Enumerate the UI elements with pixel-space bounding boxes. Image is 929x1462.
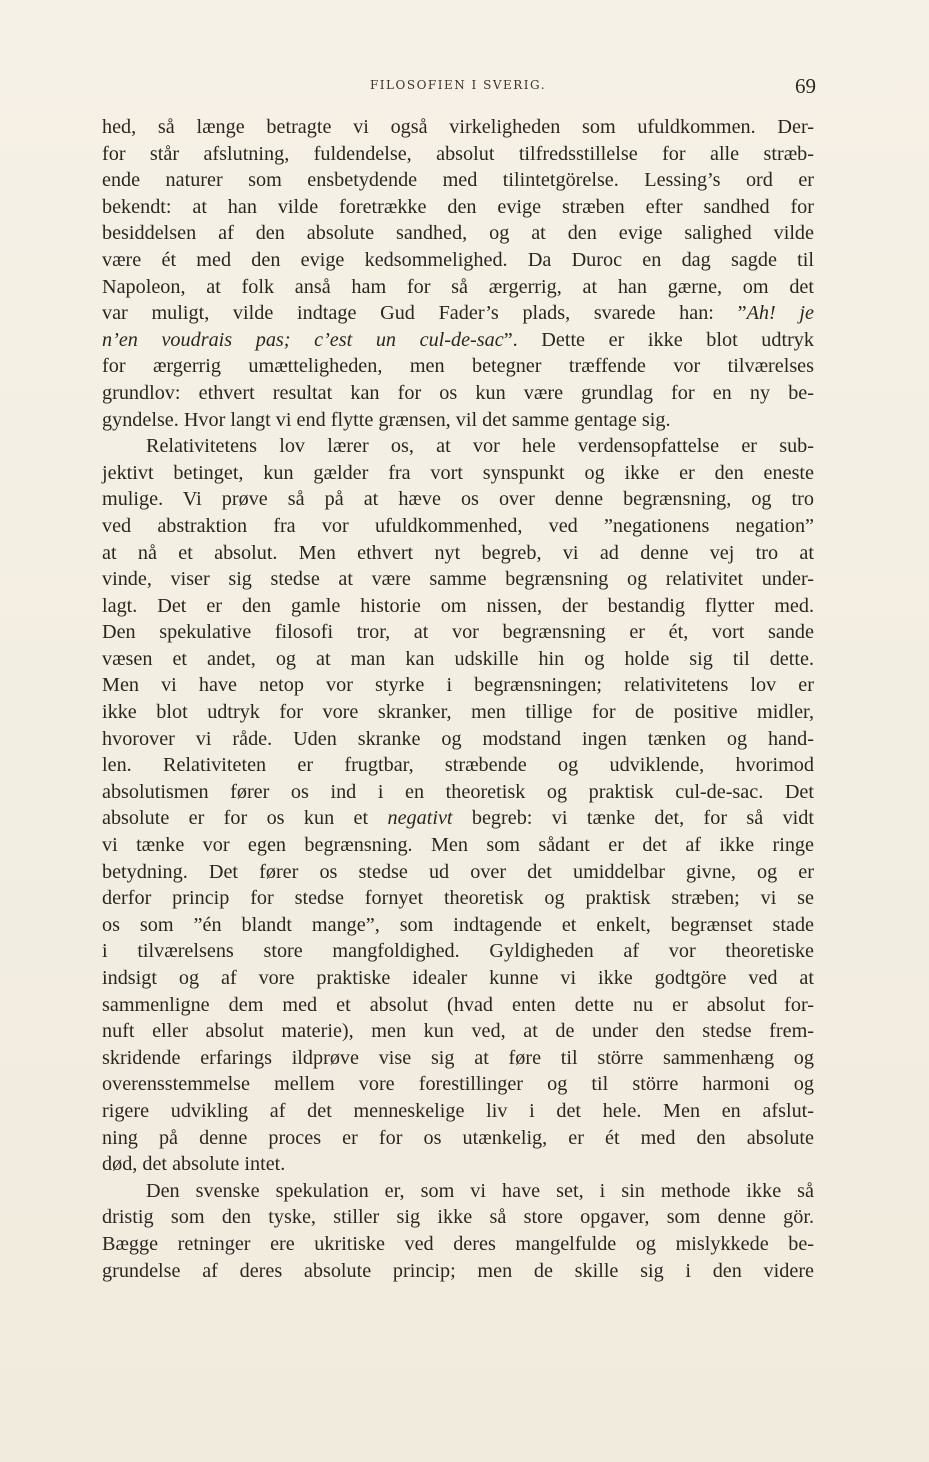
text-line: at nå et absolut. Men ethvert nyt begreb, vi ad denne vej tro at (102, 541, 814, 564)
text-line: Bægge retninger ere ukritiske ved deres mangelfulde og mislykkede be- (102, 1232, 814, 1255)
text-line: derfor princip for stedse fornyet theoretisk og praktisk stræben; vi se (102, 887, 814, 910)
text-line (102, 805, 814, 832)
text-segment: absolute er for os kun et (102, 807, 388, 830)
text-line: vinde, viser sig stedse at være samme begrænsning og relativitet under- (102, 568, 814, 591)
text-line: grundlov: ethvert resultat kan for os kun være grundlag for en ny be- (102, 381, 814, 404)
running-head: FILOSOFIEN I SVERIG. (369, 78, 547, 92)
text-line: betydning. Det fører os stedse ud over det umiddelbar givne, og er (102, 860, 814, 883)
text-line: overensstemmelse mellem vore forestillinger og til större harmoni og (102, 1073, 814, 1096)
text-line: jektivt betinget, kun gælder fra vort synspunkt og ikke er den eneste (102, 461, 814, 484)
text-line (102, 327, 814, 354)
text-line: ning på denne proces er for os utænkelig, er ét med den absolute (102, 1126, 814, 1149)
italic-text-segment: Ah! je (746, 302, 814, 325)
text-line: besiddelsen af den absolute sandhed, og at den evige salighed vilde (102, 222, 814, 245)
text-line: indsigt og af vore praktiske idealer kunne vi ikke godtgöre ved at (102, 967, 814, 989)
text-line: mulige. Vi prøve så på at hæve os over denne begrænsning, og tro (102, 488, 814, 511)
italic-text-segment: negativt (387, 807, 453, 830)
body-text (102, 114, 814, 1284)
text-line: være ét med den evige kedsommelighed. Da Duroc en dag sagde til (102, 248, 814, 271)
text-line: rigere udvikling af det menneskelige liv i det hele. Men en afslut- (102, 1099, 814, 1122)
italic-text-segment: n’en voudrais pas; c’est un cul-de-sac (102, 328, 504, 351)
text-line: dristig som den tyske, stiller sig ikke så store opgaver, som denne gör. (102, 1206, 814, 1229)
text-line: len. Relativiteten er frugtbar, stræbende og udviklende, hvorimod (102, 754, 814, 777)
text-line: Men vi have netop vor styrke i begrænsningen; relativitetens lov er (102, 674, 814, 697)
text-line: Den svenske spekulation er, som vi have set, i sin methode ikke så (146, 1179, 814, 1202)
text-line: død, det absolute intet. (102, 1153, 286, 1176)
text-line: Relativitetens lov lærer os, at vor hele verdensopfattelse er sub- (146, 435, 814, 458)
text-line: grundelse af deres absolute princip; men de skille sig i den videre (102, 1259, 814, 1282)
text-line (102, 300, 814, 327)
text-line: væsen et andet, og at man kan udskille hin og holde sig til dette. (102, 647, 814, 670)
text-line: for ærgerrig umætteligheden, men betegner træffende vor tilværelses (102, 355, 814, 378)
text-line: os som ”én blandt mange”, som indtagende et enkelt, begrænset stade (102, 913, 814, 936)
text-segment: begreb: vi tænke det, for så vidt (452, 807, 814, 830)
text-line: skridende erfarings ildprøve vise sig at føre til större sammenhæng og (102, 1046, 814, 1069)
text-line: absolutismen fører os ind i en theoretisk og praktisk cul-de-sac. Det (102, 780, 814, 803)
text-segment: var muligt, vilde indtage Gud Fader’s plads, svarede han: ” (102, 302, 747, 325)
text-line: lagt. Det er den gamle historie om nissen, der bestandig flytter med. (102, 594, 814, 617)
page-number: 69 (795, 74, 816, 98)
text-line: ikke blot udtryk for vore skranker, men tillige for de positive midler, (102, 701, 814, 724)
text-line: hvorover vi råde. Uden skranke og modstand ingen tænken og hand- (102, 727, 814, 750)
text-line: ende naturer som ensbetydende med tilintetgörelse. Lessing’s ord er (102, 169, 814, 192)
page-header (100, 74, 816, 98)
text-line: hed, så længe betragte vi også virkeligheden som ufuldkommen. Der- (102, 116, 814, 138)
text-line: sammenligne dem med et absolut (hvad enten dette nu er absolut for- (102, 993, 814, 1016)
text-segment: ”. Dette er ikke blot udtryk (503, 328, 814, 351)
text-line: i tilværelsens store mangfoldighed. Gyldigheden af vor theoretiske (102, 940, 814, 963)
text-line: vi tænke vor egen begrænsning. Men som sådant er det af ikke ringe (102, 834, 814, 857)
text-line: ved abstraktion fra vor ufuldkommenhed, ved ”negationens negation” (102, 514, 814, 537)
text-line: for står afslutning, fuldendelse, absolut tilfredsstillelse for alle stræb- (102, 142, 814, 165)
text-line: gyndelse. Hvor langt vi end flytte grænsen, vil det samme gentage sig. (102, 408, 671, 431)
text-line: bekendt: at han vilde foretrække den evige stræben efter sandhed for (102, 195, 814, 218)
text-line: nuft eller absolut materie), men kun ved, at de under den stedse frem- (102, 1020, 814, 1043)
text-line: Den spekulative filosofi tror, at vor begrænsning er ét, vort sande (102, 621, 814, 644)
text-line: Napoleon, at folk anså ham for så ærgerrig, at han gærne, om det (102, 275, 814, 298)
